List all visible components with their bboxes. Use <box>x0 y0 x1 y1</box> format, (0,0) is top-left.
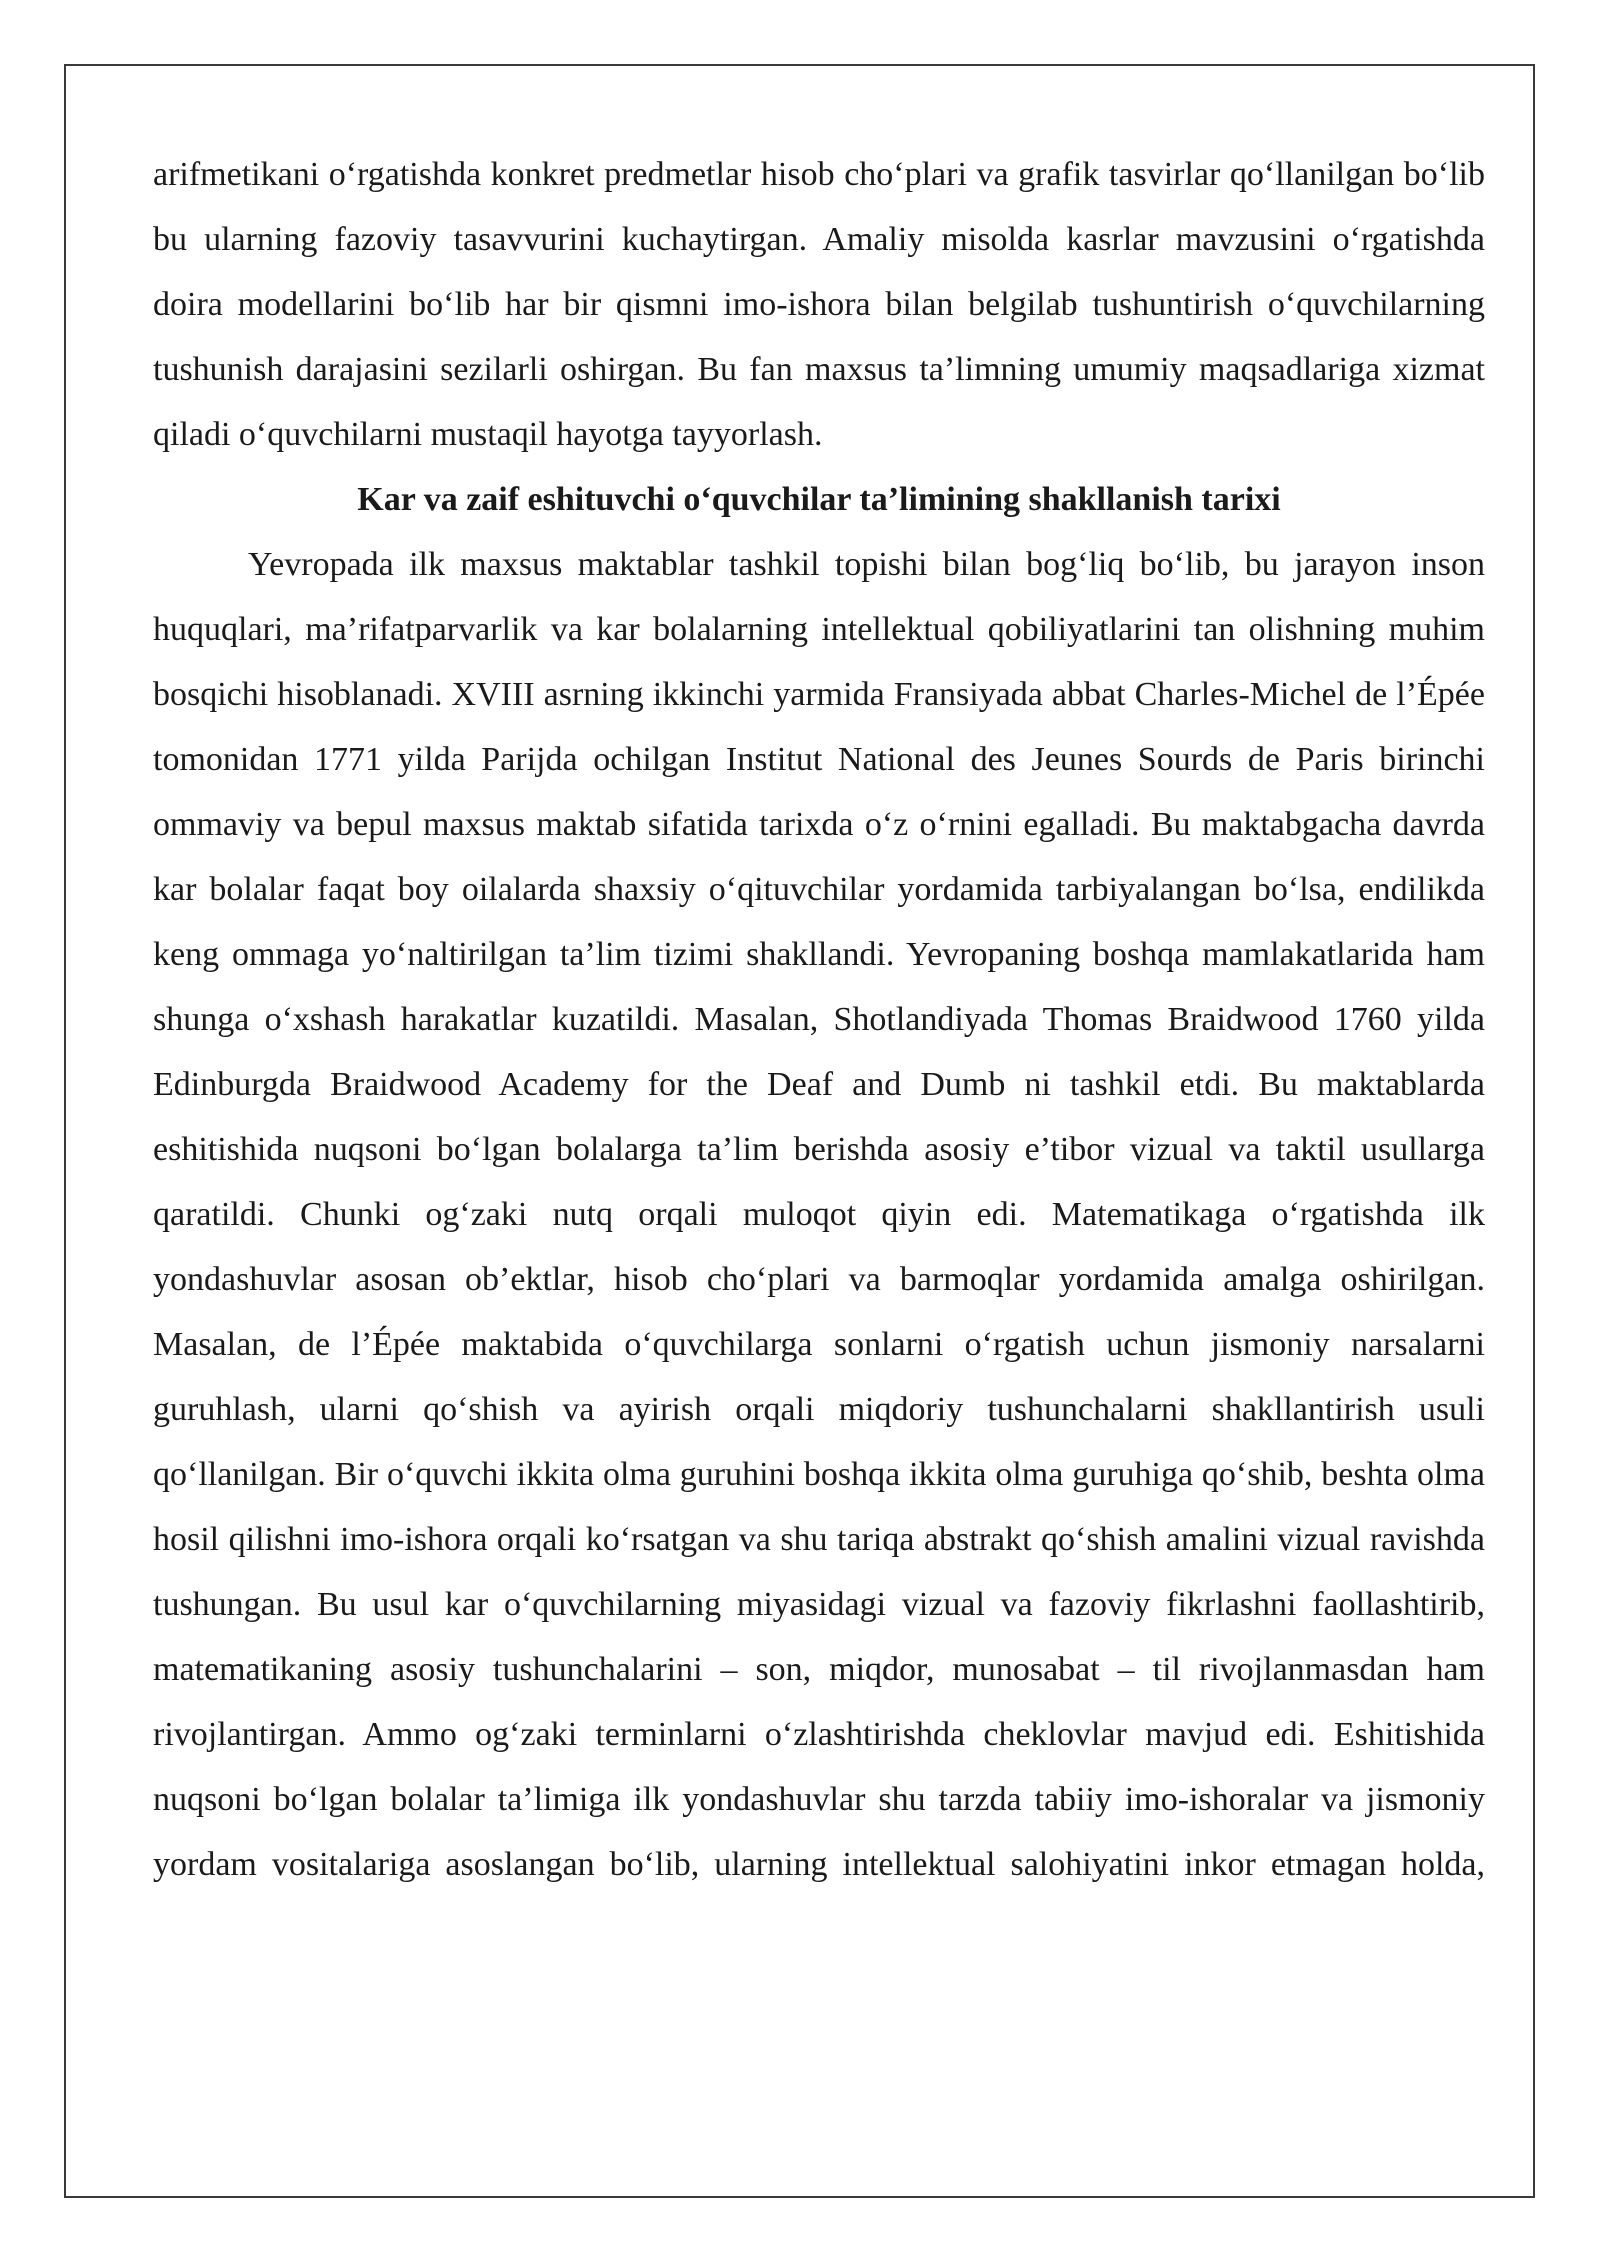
body-paragraph-intro: arifmetikani o‘rgatishda konkret predmetlar hisob cho‘plari va grafik tasvirlar qo‘llanilgan bo‘lib bu ularning fazoviy tasavvurini kuchaytirgan. Amaliy misolda kasrlar mavzusini o‘rgatishda doira modellarini bo‘lib har bir qismni imo-ishora bilan belgilab tushuntirish o‘quvchilarning tushunish darajasini sezilarli oshirgan. Bu fan maxsus ta’limning umumiy maqsadlariga xizmat qiladi o‘quvchilarni mustaqil hayotga tayyorlash. <box>153 156 1485 453</box>
section-heading: Kar va zaif eshituvchi o‘quvchilar ta’limining shakllanish tarixi <box>357 481 1281 518</box>
body-paragraph-history: Yevropada ilk maxsus maktablar tashkil topishi bilan bog‘liq bo‘lib, bu jarayon inson huquqlari, ma’rifatparvarlik va kar bolalarning intellektual qobiliyatlarini tan olishning muhim bosqichi hisoblanadi. XVIII asrning ikkinchi yarmida Fransiyada abbat Charles-Michel de l’Épée tomonidan 1771 yilda Parijda ochilgan Institut National des Jeunes Sourds de Paris birinchi ommaviy va bepul maxsus maktab sifatida tarixda o‘z o‘rnini egalladi. Bu maktabgacha davrda kar bolalar faqat boy oilalarda shaxsiy o‘qituvchilar yordamida tarbiyalangan bo‘lsa, endilikda keng ommaga yo‘naltirilgan ta’lim tizimi shakllandi. Yevropaning boshqa mamlakatlarida ham shunga o‘xshash harakatlar kuzatildi. Masalan, Shotlandiyada Thomas Braidwood 1760 yilda Edinburgda Braidwood Academy for the Deaf and Dumb ni tashkil etdi. Bu maktablarda eshitishida nuqsoni bo‘lgan bolalarga ta’lim berishda asosiy e’tibor vizual va taktil usullarga qaratildi. Chunki og‘zaki nutq orqali muloqot qiyin edi. Matematikaga o‘rgatishda ilk yondashuvlar asosan ob’ektlar, hisob cho‘plari va barmoqlar yordamida amalga oshirilgan. Masalan, de l’Épée maktabida o‘quvchilarga sonlarni o‘rgatish uchun jismoniy narsalarni guruhlash, ularni qo‘shish va ayirish orqali miqdoriy tushunchalarni shakllantirish usuli qo‘llanilgan. Bir o‘quvchi ikkita olma guruhini boshqa ikkita olma guruhiga qo‘shib, beshta olma hosil qilishni imo-ishora orqali ko‘rsatgan va shu tariqa abstrakt qo‘shish amalini vizual ravishda tushungan. Bu usul kar o‘quvchilarning miyasidagi vizual va fazoviy fikrlashni faollashtirib, matematikaning asosiy tushunchalarini – son, miqdor, munosabat – til rivojlanmasdan ham rivojlantirgan. Ammo og‘zaki terminlarni o‘zlashtirishda cheklovlar mavjud edi. Eshitishida nuqsoni bo‘lgan bolalar ta’limiga ilk yondashuvlar shu tarzda tabiiy imo-ishoralar va jismoniy yordam vositalariga asoslangan bo‘lib, ularning intellektual salohiyatini inkor etmagan holda, <box>153 546 1485 1883</box>
document-body <box>153 142 1485 1897</box>
